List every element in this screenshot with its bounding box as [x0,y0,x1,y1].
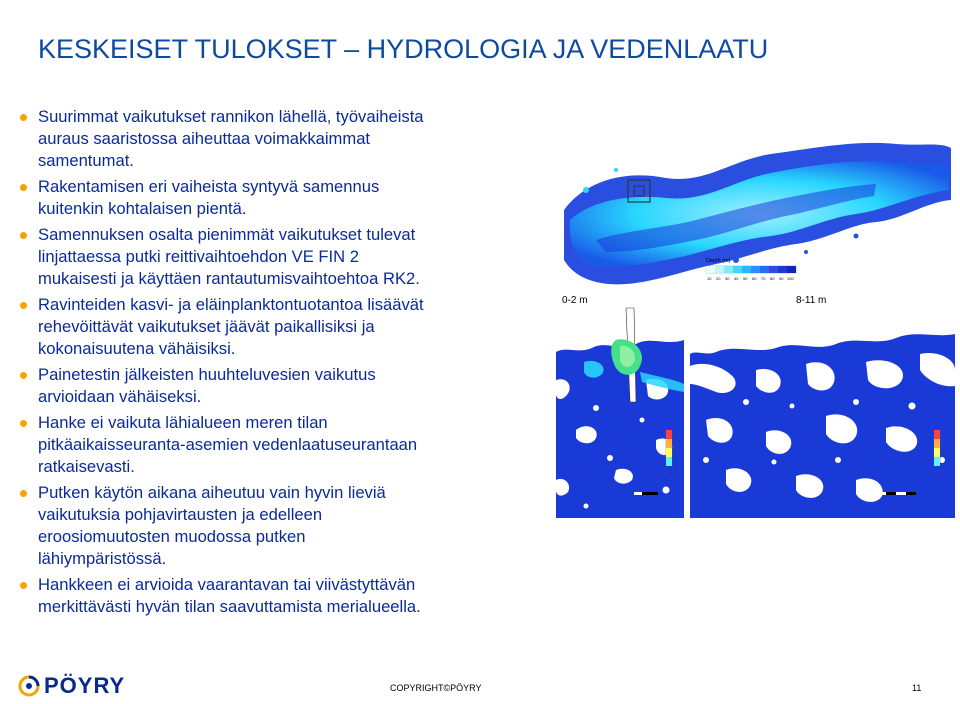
bullet-dot-icon [20,420,27,427]
legend-tick: 60 [752,276,757,281]
legend-tick: 30 [725,276,730,281]
bullet-item: Putken käytön aikana aiheutuu vain hyvin lieviä vaikutuksia pohjavirtausten ja edelleen eroosiomuutosten muodossa putken lähiympäristössä. [18,482,518,570]
legend-tick: 10 [707,276,712,281]
detail-map-left [556,295,684,518]
bullet-dot-icon [20,582,27,589]
overview-map [556,140,955,290]
bullet-dot-icon [20,232,27,239]
detail-map-right [690,295,955,518]
legend-tick: 50 [743,276,748,281]
bullet-item: Ravinteiden kasvi- ja eläinplanktontuotantoa lisäävät rehevöittävät vaikutukset jäävät paikallisiksi ja kokonaisuutena vähäisiksi. [18,294,518,360]
bullet-item: Rakentamisen eri vaiheista syntyvä samennus kuitenkin kohtalaisen pientä. [18,176,518,220]
logo-text: PÖYRY [44,673,126,698]
bullet-dot-icon [20,372,27,379]
legend-tick: 70 [761,276,766,281]
depth-label-right: 8-11 m [796,295,827,306]
copyright-text: COPYRIGHT©PÖYRY [390,683,482,693]
depth-label-left: 0-2 m [562,295,588,306]
bullet-list [18,106,518,622]
legend-tick: 80 [770,276,775,281]
bullet-item: Hankkeen ei arvioida vaarantavan tai viivästyttävän merkittävästi hyvän tilan saavuttamista merialueella. [18,574,518,618]
page-number: 11 [912,683,922,693]
poyry-logo-icon [18,675,40,697]
legend-tick: 90 [779,276,784,281]
bullet-dot-icon [20,184,27,191]
bullet-dot-icon [20,302,27,309]
bullet-item: Samennuksen osalta pienimmät vaikutukset tulevat linjattaessa putki reittivaihtoehdon VE FIN 2 mukaisesti ja käyttäen rantautumisvaihtoehtoa RK2. [18,224,518,290]
legend-tick: 40 [734,276,739,281]
bullet-item: Hanke ei vaikuta lähialueen meren tilan pitkäaikaisseuranta-asemien vedenlaatuseurantaan ratkaisevasti. [18,412,518,478]
legend-tick: 20 [716,276,721,281]
svg-text:Depth (m): Depth (m) [706,258,731,264]
bullet-item: Suurimmat vaikutukset rannikon lähellä, työvaiheista auraus saaristossa aiheuttaa voimakkaimmat samentumat. [18,106,518,172]
bullet-dot-icon [20,114,27,121]
bullet-dot-icon [20,490,27,497]
turbidity-map [556,140,955,520]
bullet-item: Painetestin jälkeisten huuhteluvesien vaikutus arvioidaan vähäiseksi. [18,364,518,408]
legend-tick: 100 [787,276,794,281]
turbidity-map-graphic [556,140,955,520]
page-title: KESKEISET TULOKSET – HYDROLOGIA JA VEDENLAATU [38,34,769,64]
poyry-logo [18,674,125,698]
